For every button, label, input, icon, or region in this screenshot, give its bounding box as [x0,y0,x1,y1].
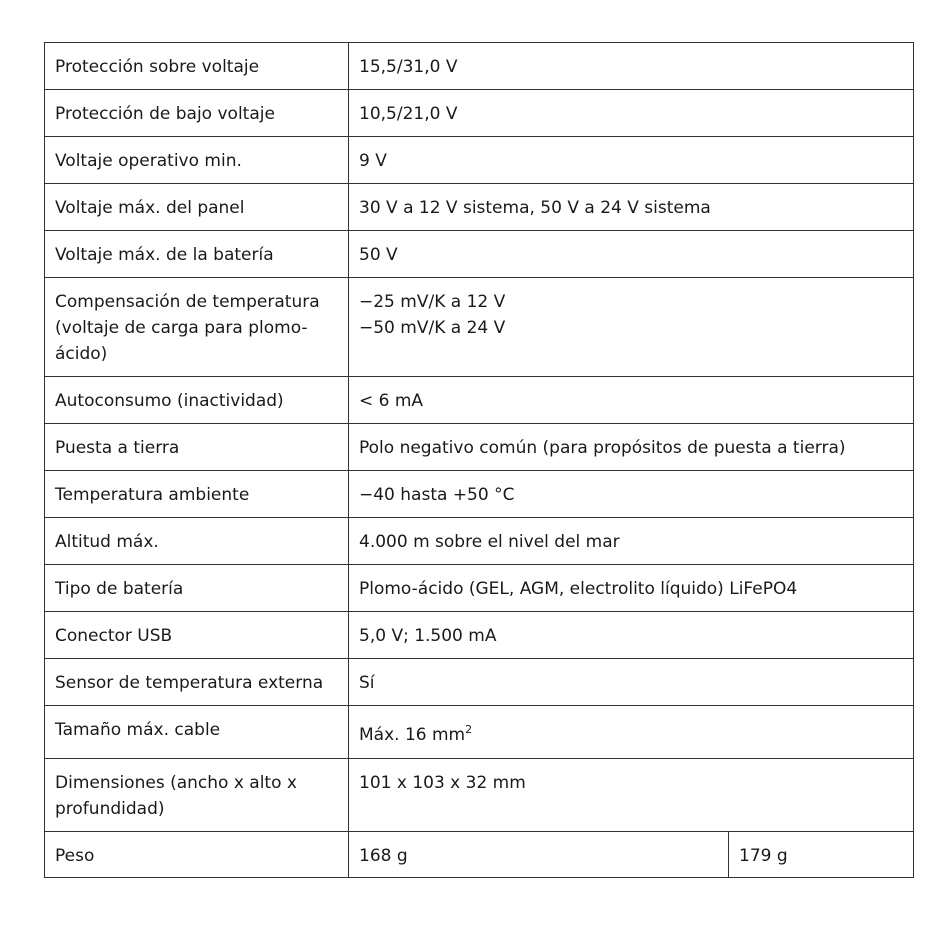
spec-label [45,278,349,377]
table-row [45,424,914,471]
spec-value [349,706,914,759]
spec-value: Plomo-ácido (GEL, AGM, electrolito líquido) LiFePO4 [349,565,914,612]
spec-value: 4.000 m sobre el nivel del mar [349,518,914,565]
specifications-table [44,42,914,878]
spec-label: Autoconsumo (inactividad) [45,377,349,424]
spec-label: Tipo de batería [45,565,349,612]
table-row [45,90,914,137]
table-row [45,184,914,231]
table-row [45,278,914,377]
spec-value: 168 g [349,832,729,878]
spec-value: Sí [349,659,914,706]
table-row [45,832,914,878]
superscript: 2 [465,723,473,736]
spec-label-line: (voltaje de carga para plomo- [55,318,308,338]
table-row [45,43,914,90]
spec-label: Conector USB [45,612,349,659]
spec-label-line: Compensación de temperatura [55,292,320,312]
table-row [45,377,914,424]
spec-label: Voltaje máx. del panel [45,184,349,231]
spec-label [45,759,349,832]
spec-value-alt: 179 g [729,832,914,878]
spec-label: Protección sobre voltaje [45,43,349,90]
spec-value: 101 x 103 x 32 mm [349,759,914,832]
spec-label: Altitud máx. [45,518,349,565]
table-row [45,612,914,659]
table-row [45,231,914,278]
table-row [45,659,914,706]
spec-label-line: ácido) [55,344,108,364]
table-row [45,137,914,184]
spec-value: 10,5/21,0 V [349,90,914,137]
spec-label: Temperatura ambiente [45,471,349,518]
table-row [45,471,914,518]
spec-label: Puesta a tierra [45,424,349,471]
spec-label-line: Dimensiones (ancho x alto x [55,773,297,793]
spec-value: < 6 mA [349,377,914,424]
spec-value: Polo negativo común (para propósitos de puesta a tierra) [349,424,914,471]
table-row [45,518,914,565]
table-row [45,759,914,832]
spec-value-line: −50 mV/K a 24 V [359,318,506,338]
spec-label: Protección de bajo voltaje [45,90,349,137]
spec-value: 30 V a 12 V sistema, 50 V a 24 V sistema [349,184,914,231]
spec-value: 15,5/31,0 V [349,43,914,90]
spec-value: 50 V [349,231,914,278]
spec-value: 9 V [349,137,914,184]
spec-label-line: profundidad) [55,799,165,819]
table-row [45,706,914,759]
spec-label: Sensor de temperatura externa [45,659,349,706]
spec-label: Voltaje operativo min. [45,137,349,184]
spec-value: 5,0 V; 1.500 mA [349,612,914,659]
spec-value-text: Máx. 16 mm [359,725,466,745]
spec-value-line: −25 mV/K a 12 V [359,292,506,312]
spec-label: Voltaje máx. de la batería [45,231,349,278]
spec-value: −40 hasta +50 °C [349,471,914,518]
table-row [45,565,914,612]
spec-value [349,278,914,377]
spec-label: Tamaño máx. cable [45,706,349,759]
spec-label: Peso [45,832,349,878]
